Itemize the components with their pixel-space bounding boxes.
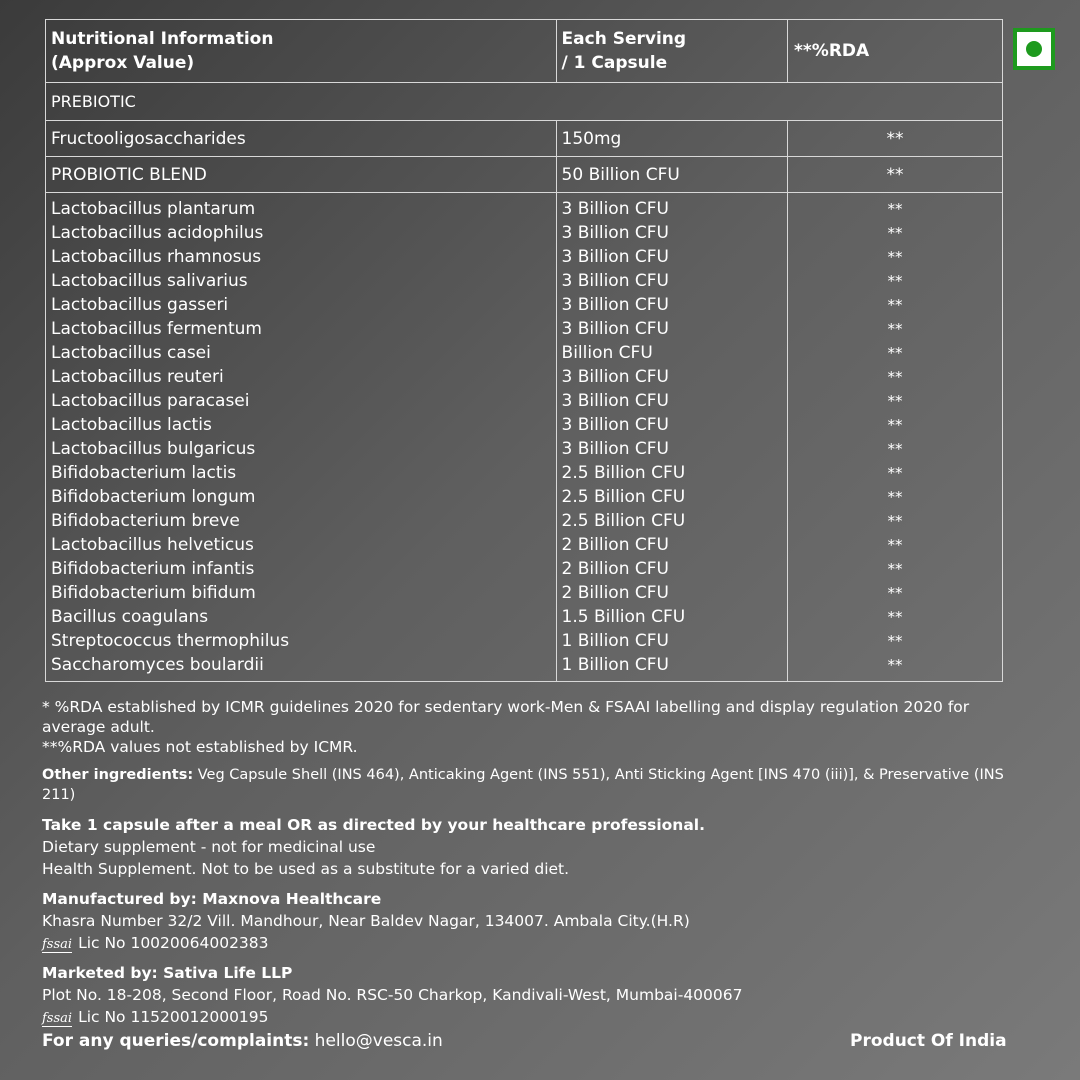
strain-rda: **: [887, 368, 903, 386]
usage-directions: Take 1 capsule after a meal OR as directed by your healthcare professional.: [42, 816, 705, 834]
fssai-logo-icon: fssai: [42, 1011, 73, 1026]
other-ingredients-text: Veg Capsule Shell (INS 464), Anticaking Agent (INS 551), Anti Sticking Agent [INS 470 (iii)], & Preservative (INS 211): [42, 767, 1004, 803]
strain-name: Streptococcus thermophilus: [51, 631, 290, 651]
strain-amount: 3 Billion CFU: [561, 439, 669, 459]
fos-row: [46, 121, 1003, 157]
blend-rda: **: [788, 157, 1003, 193]
strain-rda: **: [887, 488, 903, 506]
veg-symbol-icon: [1013, 28, 1055, 70]
other-ingredients-label: Other ingredients:: [42, 767, 194, 783]
strain-name: Lactobacillus fermentum: [51, 319, 262, 339]
header-each-serving: [556, 20, 787, 83]
prebiotic-row: [46, 83, 1003, 121]
marketer-title: Marketed by: Sativa Life LLP: [42, 964, 293, 982]
strain-name: Lactobacillus acidophilus: [51, 223, 264, 243]
strain-amount: 3 Billion CFU: [561, 367, 669, 387]
rda-not-established-note: **%RDA values not established by ICMR.: [42, 738, 358, 756]
strains-row: [46, 193, 1003, 682]
blend-name: PROBIOTIC BLEND: [46, 157, 557, 193]
manufacturer-address: Khasra Number 32/2 Vill. Mandhour, Near Baldev Nagar, 134007. Ambala City.(H.R): [42, 912, 690, 930]
strain-amount: 1.5 Billion CFU: [561, 607, 686, 627]
strain-name: Lactobacillus reuteri: [51, 367, 224, 387]
strain-name: Bacillus coagulans: [51, 607, 209, 627]
health-note: Health Supplement. Not to be used as a substitute for a varied diet.: [42, 860, 570, 878]
strain-rda: **: [887, 272, 903, 290]
header-nutritional-info: [46, 20, 557, 83]
strain-amount: 3 Billion CFU: [561, 319, 669, 339]
other-ingredients: [42, 765, 1032, 805]
strain-rda: **: [887, 608, 903, 626]
strain-amount: 2.5 Billion CFU: [561, 511, 686, 531]
strain-name: Bifidobacterium infantis: [51, 559, 255, 579]
strain-name: Lactobacillus helveticus: [51, 535, 254, 555]
manufacturer-title: Manufactured by: Maxnova Healthcare: [42, 890, 382, 908]
prebiotic-label: PREBIOTIC: [46, 83, 1003, 121]
strain-rda: **: [887, 320, 903, 338]
strain-amount: 3 Billion CFU: [561, 199, 669, 219]
veg-dot: [1026, 41, 1042, 57]
strain-name: Lactobacillus plantarum: [51, 199, 256, 219]
marketer-license: [42, 1007, 1032, 1027]
strain-name: Bifidobacterium bifidum: [51, 583, 256, 603]
nutrition-table: [45, 19, 1003, 682]
strain-rda: **: [887, 296, 903, 314]
contact-line: [42, 1031, 443, 1051]
strain-name: Bifidobacterium lactis: [51, 463, 237, 483]
strain-name: Lactobacillus salivarius: [51, 271, 248, 291]
strain-rda: **: [887, 440, 903, 458]
marketer-address: Plot No. 18-208, Second Floor, Road No. RSC-50 Charkop, Kandivali-West, Mumbai-400067: [42, 986, 743, 1004]
strain-name: Lactobacillus bulgaricus: [51, 439, 256, 459]
table-header-row: [46, 20, 1003, 83]
strain-amount: 3 Billion CFU: [561, 223, 669, 243]
header-rda: **%RDA: [788, 20, 1003, 83]
contact-email[interactable]: hello@vesca.in: [314, 1031, 443, 1051]
strain-name: Lactobacillus rhamnosus: [51, 247, 262, 267]
strain-rda: **: [887, 560, 903, 578]
fssai-logo-icon: fssai: [42, 937, 73, 952]
strain-amount: 3 Billion CFU: [561, 271, 669, 291]
strain-rda: **: [887, 632, 903, 650]
strain-name: Lactobacillus paracasei: [51, 391, 250, 411]
fos-amount: 150mg: [556, 121, 787, 157]
strain-rda: **: [887, 512, 903, 530]
strain-rda: **: [887, 224, 903, 242]
manufacturer-license-number: Lic No 10020064002383: [78, 934, 269, 952]
strain-amount: 1 Billion CFU: [561, 631, 669, 651]
strain-amount: 3 Billion CFU: [561, 295, 669, 315]
dietary-note: Dietary supplement - not for medicinal use: [42, 838, 376, 856]
strain-name: Lactobacillus lactis: [51, 415, 212, 435]
header-col1-line2: (Approx Value): [51, 53, 195, 73]
fos-rda: **: [788, 121, 1003, 157]
strain-name: Bifidobacterium breve: [51, 511, 240, 531]
strain-name: Saccharomyces boulardii: [51, 655, 264, 675]
strain-amount: 1 Billion CFU: [561, 655, 669, 675]
header-col2-line1: Each Serving: [561, 29, 687, 49]
strain-amount: 3 Billion CFU: [561, 247, 669, 267]
strain-name: Bifidobacterium longum: [51, 487, 256, 507]
strain-name: Lactobacillus gasseri: [51, 295, 229, 315]
header-col2-line2: / 1 Capsule: [561, 53, 668, 73]
probiotic-blend-row: [46, 157, 1003, 193]
strain-amounts-cell: [556, 193, 787, 682]
strain-rda: **: [887, 344, 903, 362]
strain-rda: **: [887, 248, 903, 266]
strain-amount: 2 Billion CFU: [561, 559, 669, 579]
strain-rda: **: [887, 200, 903, 218]
strain-rda: **: [887, 656, 903, 674]
marketer-license-number: Lic No 11520012000195: [78, 1008, 269, 1026]
strain-amount: Billion CFU: [561, 343, 653, 363]
blend-amount: 50 Billion CFU: [556, 157, 787, 193]
strain-amount: 2.5 Billion CFU: [561, 487, 686, 507]
strain-rda: **: [887, 536, 903, 554]
header-col1-line1: Nutritional Information: [51, 29, 274, 49]
strain-rda-cell: [788, 193, 1003, 682]
strain-rda: **: [887, 392, 903, 410]
strain-amount: 2 Billion CFU: [561, 583, 669, 603]
strain-name: Lactobacillus casei: [51, 343, 211, 363]
manufacturer-license: [42, 933, 1032, 953]
strain-rda: **: [887, 416, 903, 434]
strain-names-cell: [46, 193, 557, 682]
strain-rda: **: [887, 584, 903, 602]
contact-label: For any queries/complaints:: [42, 1031, 310, 1051]
strain-amount: 2 Billion CFU: [561, 535, 669, 555]
rda-footnote: * %RDA established by ICMR guidelines 2020 for sedentary work-Men & FSAAI labelling and display regulation 2020 for average adult.: [42, 698, 970, 736]
strain-amount: 2.5 Billion CFU: [561, 463, 686, 483]
fos-name: Fructooligosaccharides: [46, 121, 557, 157]
strain-amount: 3 Billion CFU: [561, 391, 669, 411]
product-origin: Product Of India: [850, 1031, 1007, 1051]
strain-amount: 3 Billion CFU: [561, 415, 669, 435]
strain-rda: **: [887, 464, 903, 482]
